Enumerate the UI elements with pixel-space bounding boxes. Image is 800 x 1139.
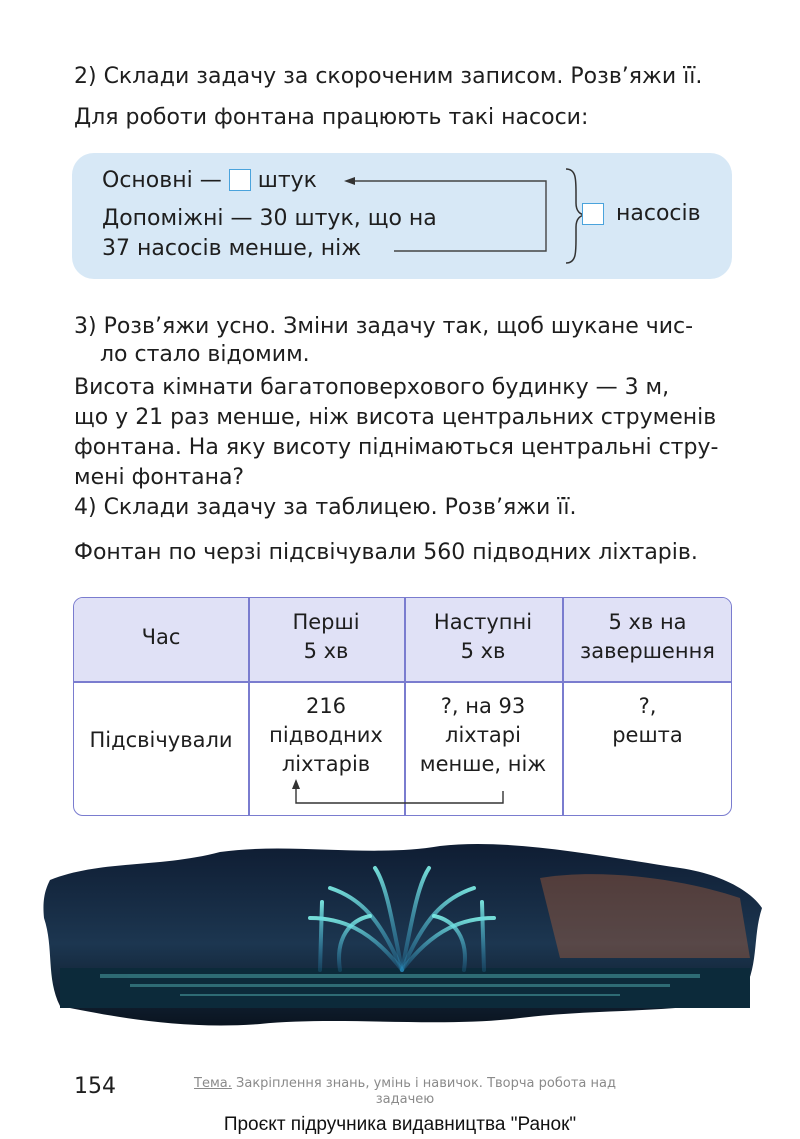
header-text: Перші (292, 610, 360, 634)
comparison-arrowhead (292, 779, 300, 789)
lamps-table (73, 597, 732, 816)
record-total-unit: насосів (616, 201, 701, 226)
task3-heading-line2: ло стало відомим. (100, 342, 310, 367)
cell-text: менше, ніж (419, 752, 547, 776)
header-text: завершення (580, 639, 715, 663)
record-main-label: Основні — (102, 168, 222, 193)
header-text: 5 хв (303, 639, 349, 663)
cell-text: решта (612, 723, 683, 747)
record-main-unit: штук (257, 168, 317, 193)
header-time: Час (141, 625, 181, 649)
header-text: 5 хв на (608, 610, 687, 634)
topic-line1: Закріплення знань, умінь і навичок. Творча робота над (236, 1076, 616, 1091)
topic-line2: задачею (375, 1092, 435, 1107)
cell-text: ?, на 93 (440, 694, 526, 718)
cell-text: ліхтарі (445, 723, 521, 747)
header-text: Наступні (433, 610, 533, 634)
task3-text-line: що у 21 раз менше, ніж висота центральних струменів (74, 405, 717, 430)
task2-intro: Для роботи фонтана працюють такі насоси: (74, 105, 589, 130)
task3-text-line: Висота кімнати багатоповерхового будинку — 3 м, (74, 375, 670, 400)
record-aux-line2: 37 насосів менше, ніж (102, 236, 362, 261)
comparison-arrow-line (296, 787, 503, 803)
task3-text-line: фонтана. На яку висоту піднімаються центральні стру- (74, 435, 719, 460)
task3-heading-line1: 3) Розв’яжи усно. Зміни задачу так, щоб шукане чис- (74, 314, 694, 339)
task2-heading: 2) Склади задачу за скороченим записом. Розв’яжи її. (74, 64, 703, 89)
table-comparison-arrow (74, 598, 732, 816)
short-record-box (72, 153, 732, 279)
cell-text: ?, (638, 694, 657, 718)
comparison-arrowhead (344, 177, 355, 185)
task4-heading: 4) Склади задачу за таблицею. Розв’яжи її. (74, 495, 577, 520)
footer-project: Проєкт підручника видавництва "Ранок" (223, 1114, 577, 1135)
header-text: 5 хв (460, 639, 506, 663)
page-number: 154 (74, 1074, 116, 1099)
row-label-lit: Підсвічували (89, 728, 233, 752)
cell-text: ліхтарів (281, 752, 371, 776)
topic-label: Тема. (194, 1076, 232, 1091)
cell-text: 216 (305, 694, 347, 718)
record-aux-line1: Допоміжні — 30 штук, що на (102, 206, 437, 231)
footer-topic (145, 1076, 665, 1108)
total-count-box (582, 203, 604, 225)
task4-intro: Фонтан по черзі підсвічували 560 підводних ліхтарів. (74, 540, 698, 565)
task3-text-line: мені фонтана? (74, 465, 245, 490)
comparison-arrow-line (354, 181, 546, 251)
cell-text: підводних (269, 723, 383, 747)
fountain-photo (40, 838, 765, 1038)
